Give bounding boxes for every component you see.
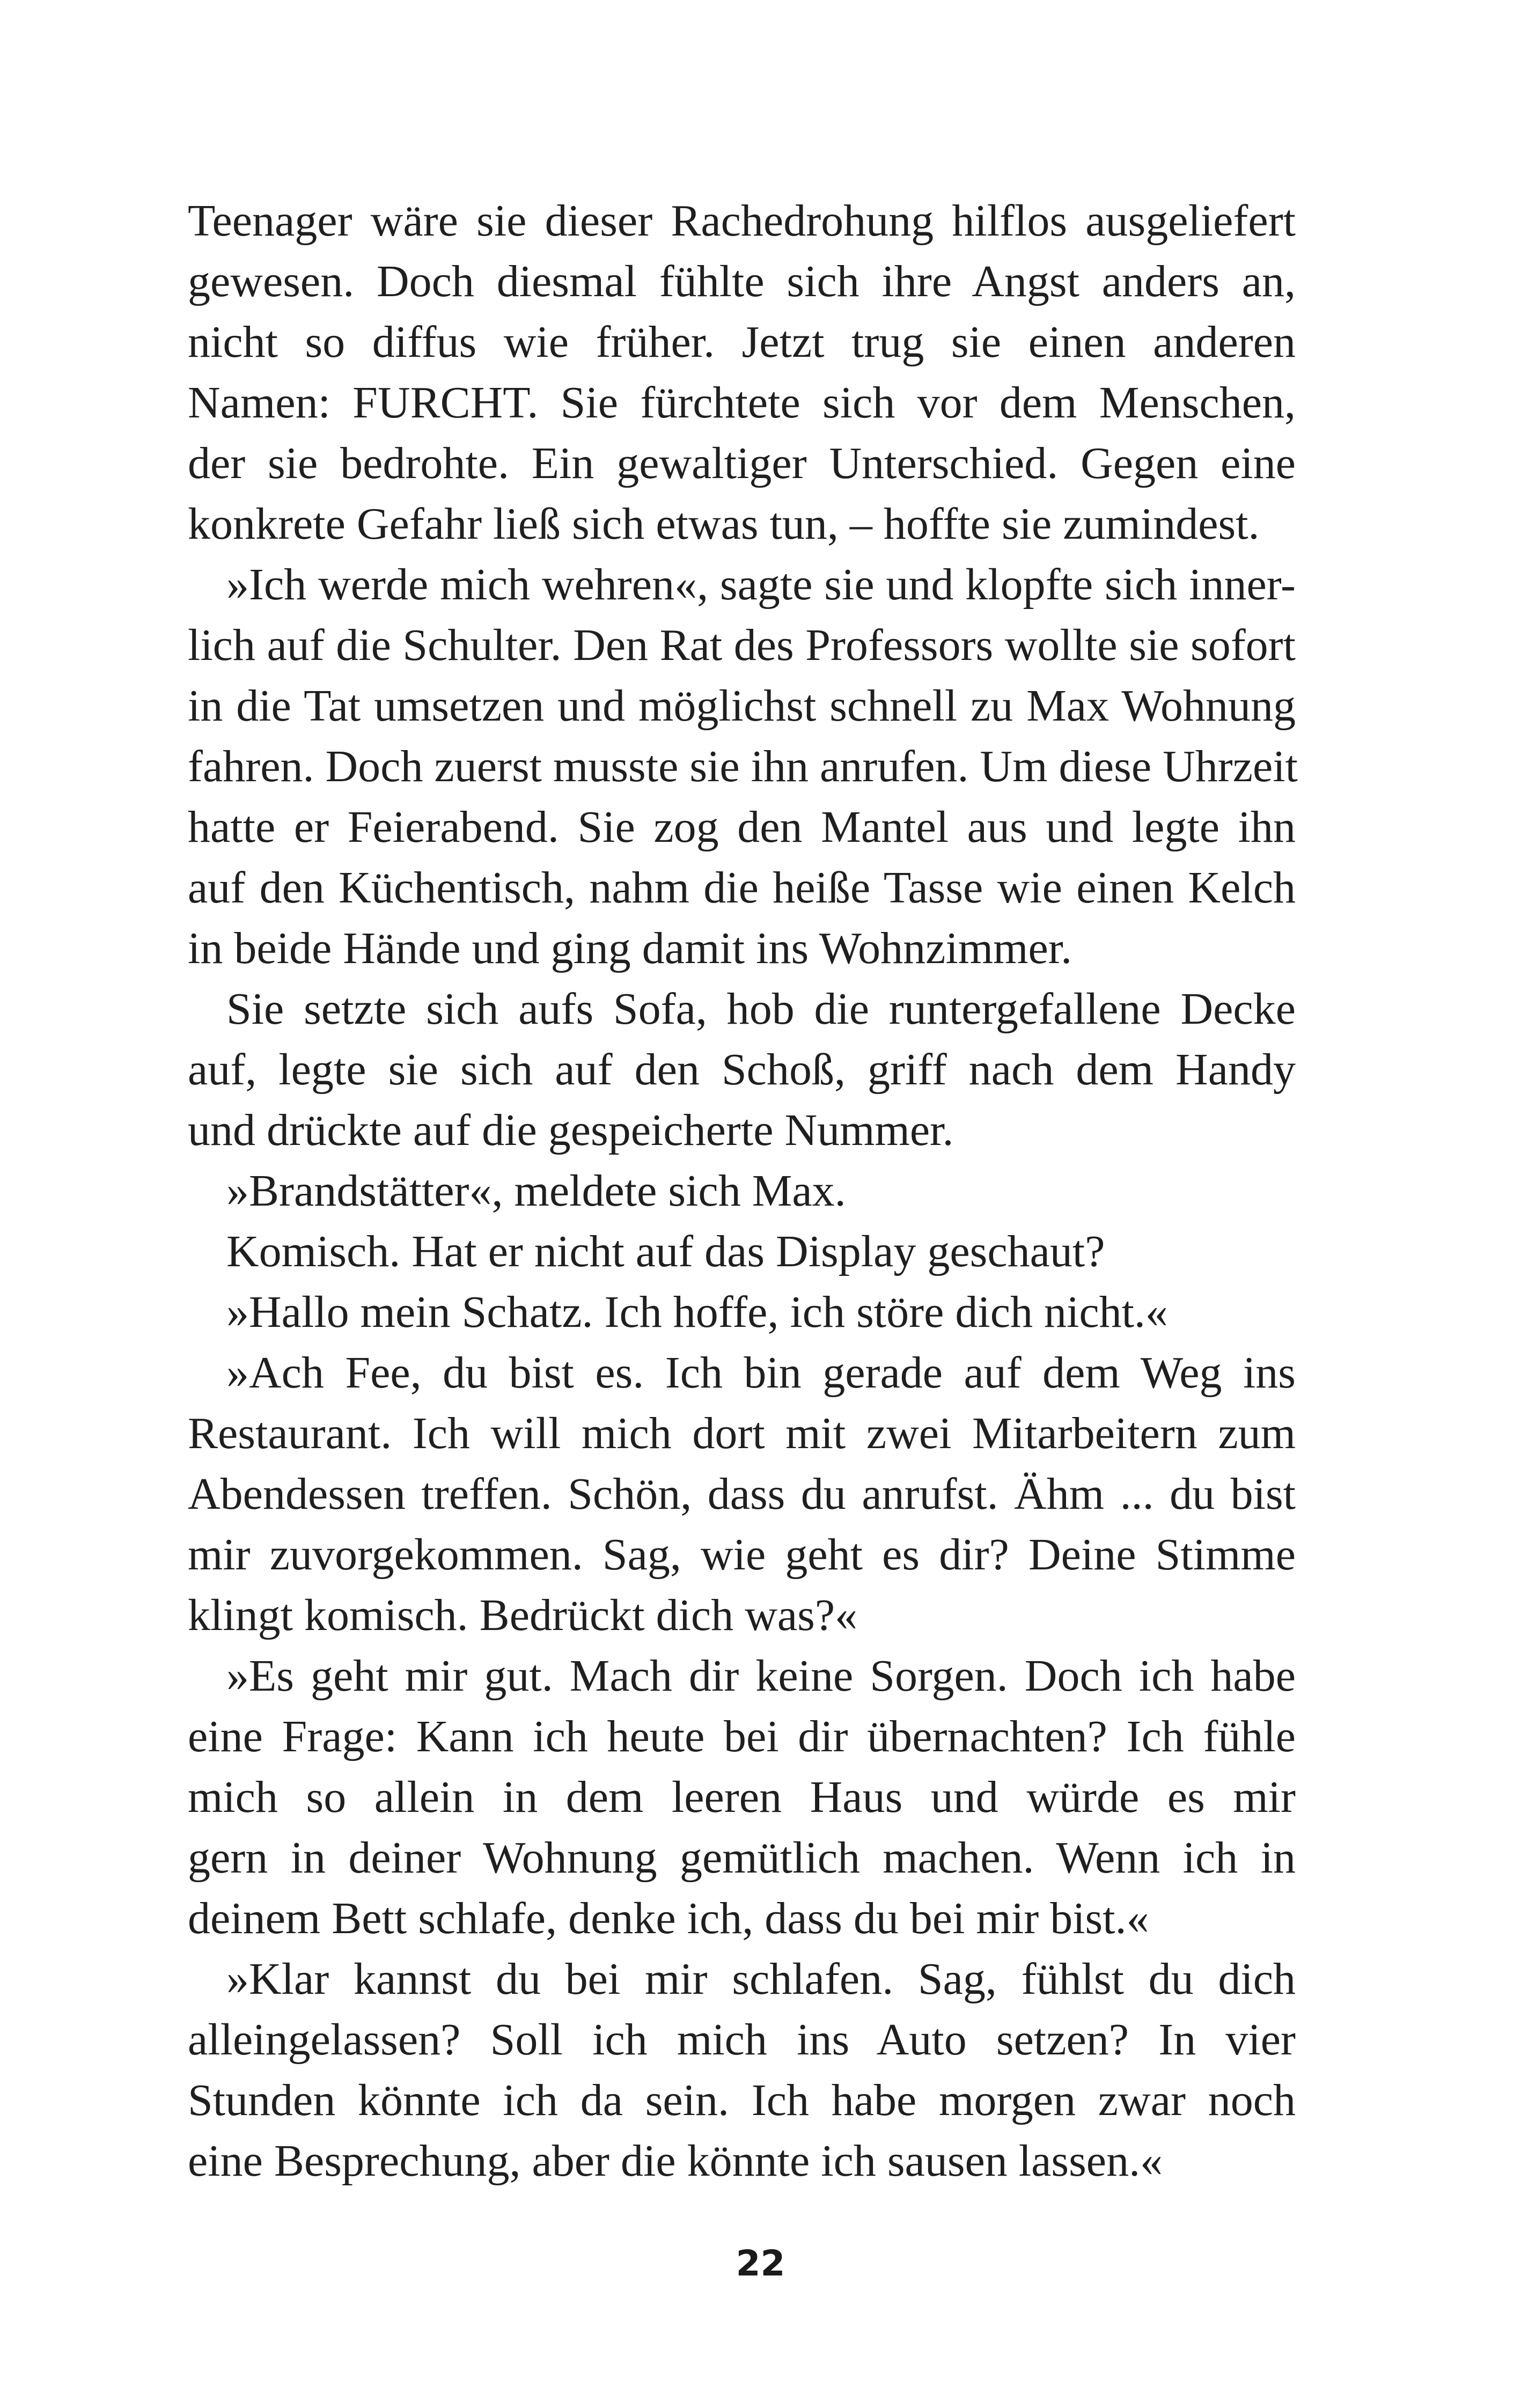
- text-line: fahren. Doch zuerst musste sie ihn anrufen. Um diese Uhrzeit: [188, 742, 1298, 791]
- text-line: Namen: FURCHT. Sie fürchtete sich vor dem Menschen,: [188, 378, 1296, 428]
- page-number: 22: [736, 2243, 785, 2284]
- text-line: der sie bedrohte. Ein gewaltiger Unterschied. Gegen eine: [188, 438, 1296, 488]
- text-line: in die Tat umsetzen und möglichst schnell zu Max Wohnung: [188, 681, 1296, 731]
- text-line: Restaurant. Ich will mich dort mit zwei Mitarbeitern zum: [188, 1408, 1296, 1458]
- text-line: »Es geht mir gut. Mach dir keine Sorgen. Doch ich habe: [226, 1651, 1296, 1701]
- text-line: eine Frage: Kann ich heute bei dir übernachten? Ich fühle: [188, 1712, 1296, 1761]
- text-line: Stunden könnte ich da sein. Ich habe morgen zwar noch: [188, 2075, 1296, 2125]
- text-line: hatte er Feierabend. Sie zog den Mantel aus und legte ihn: [188, 802, 1296, 852]
- text-line: in beide Hände und ging damit ins Wohnzimmer.: [188, 923, 1072, 973]
- text-line: »Brandstätter«, meldete sich Max.: [226, 1166, 846, 1216]
- text-line: alleingelassen? Soll ich mich ins Auto setzen? In vier: [188, 2015, 1296, 2065]
- text-line: Sie setzte sich aufs Sofa, hob die runtergefallene Decke: [226, 984, 1296, 1034]
- text-line: Komisch. Hat er nicht auf das Display geschaut?: [226, 1227, 1105, 1276]
- text-line: »Hallo mein Schatz. Ich hoffe, ich störe dich nicht.«: [226, 1287, 1168, 1337]
- text-line: auf, legte sie sich auf den Schoß, griff nach dem Handy: [188, 1045, 1296, 1095]
- text-line: und drückte auf die gespeicherte Nummer.: [188, 1105, 954, 1155]
- text-line: klingt komisch. Bedrückt dich was?«: [188, 1590, 858, 1640]
- text-line: »Klar kannst du bei mir schlafen. Sag, fühlst du dich: [226, 1954, 1296, 2004]
- text-line: »Ich werde mich wehren«, sagte sie und klopfte sich inner-: [226, 560, 1296, 610]
- text-line: gern in deiner Wohnung gemütlich machen. Wenn ich in: [188, 1833, 1296, 1883]
- text-line: gewesen. Doch diesmal fühlte sich ihre Angst anders an,: [188, 256, 1296, 306]
- text-line: Teenager wäre sie dieser Rachedrohung hilflos ausgeliefert: [188, 196, 1296, 246]
- text-line: auf den Küchentisch, nahm die heiße Tasse wie einen Kelch: [188, 863, 1296, 913]
- body-text: [188, 190, 1296, 2191]
- text-line: nicht so diffus wie früher. Jetzt trug sie einen anderen: [188, 317, 1296, 367]
- text-line: lich auf die Schulter. Den Rat des Professors wollte sie sofort: [188, 620, 1296, 670]
- text-line: eine Besprechung, aber die könnte ich sausen lassen.«: [188, 2136, 1163, 2186]
- text-line: »Ach Fee, du bist es. Ich bin gerade auf dem Weg ins: [226, 1348, 1296, 1398]
- text-line: deinem Bett schlafe, denke ich, dass du bei mir bist.«: [188, 1893, 1149, 1943]
- text-line: mir zuvorgekommen. Sag, wie geht es dir? Deine Stimme: [188, 1530, 1296, 1580]
- text-line: konkrete Gefahr ließ sich etwas tun, – hoffte sie zumindest.: [188, 499, 1260, 549]
- text-line: mich so allein in dem leeren Haus und würde es mir: [188, 1772, 1296, 1822]
- text-line: Abendessen treffen. Schön, dass du anrufst. Ähm ... du bist: [188, 1469, 1296, 1519]
